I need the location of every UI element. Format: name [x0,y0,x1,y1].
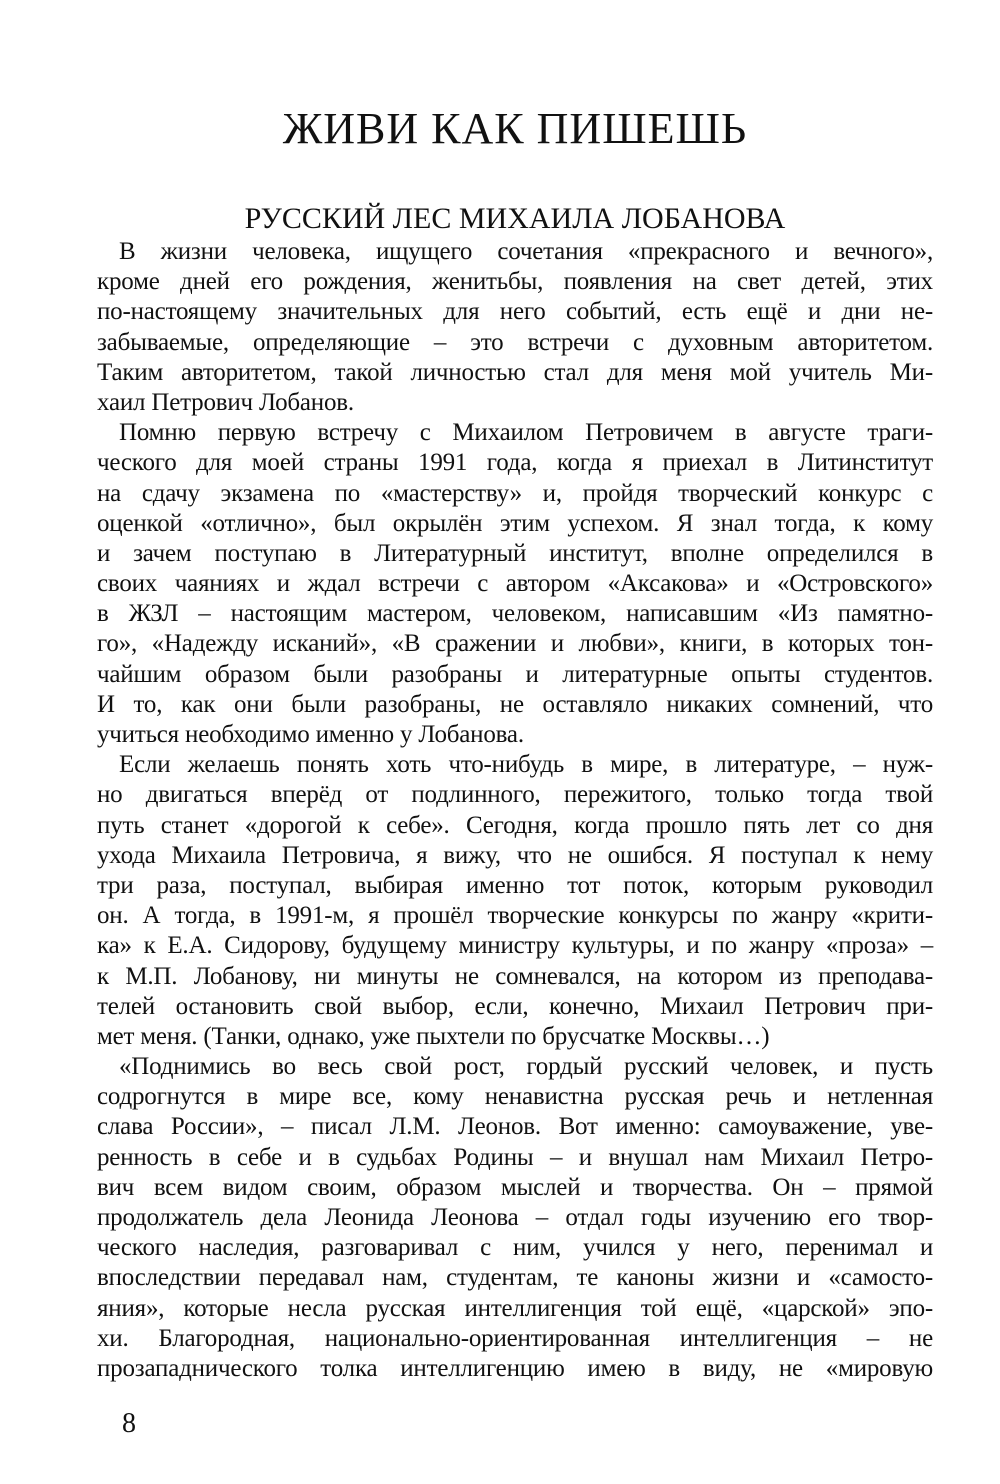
text-line: ухода Михаила Петровича, я вижу, что не ошибся. Я поступал к нему [97,841,933,869]
body-text [97,237,933,1384]
text-line: ческого наследия, разговаривал с ним, учился у него, перенимал и [97,1234,933,1262]
text-line: слава России», – писал Л.М. Леонов. Вот именно: самоуважение, уве- [97,1113,933,1141]
text-line: и зачем поступаю в Литературный институт, вполне определился в [97,539,933,567]
text-line: И то, как они были разобраны, не оставляло никаких сомнений, что [97,690,933,718]
text-line: содрогнутся в мире все, кому ненавистна русская речь и нетленная [97,1083,933,1111]
text-line: прозападнического толка интеллигенцию имею в виду, не «мировую [97,1354,933,1382]
text-line: Помню первую встречу с Михаилом Петровичем в августе траги- [119,419,933,447]
text-line: Если желаешь понять хоть что-нибудь в мире, в литературе, – нуж- [119,751,933,779]
text-line: В жизни человека, ищущего сочетания «прекрасного и вечного», [119,238,933,265]
text-line: ческого для моей страны 1991 года, когда я приехал в Литинститут [97,449,933,477]
text-line: яния», которые несла русская интеллигенция той ещё, «царской» эпо- [97,1294,933,1322]
text-line: он. А тогда, в 1991-м, я прошёл творческие конкурсы по жанру «крити- [97,902,933,930]
text-line: го», «Надежду исканий», «В сражении и любви», книги, в которых тон- [97,630,933,658]
text-line: хаил Петрович Лобанов. [97,388,354,416]
text-line: оценкой «отлично», был окрылён этим успехом. Я знал тогда, к кому [97,509,933,537]
text-line: впоследствии передавал нам, студентам, те каноны жизни и «самосто- [97,1264,933,1292]
text-line: Таким авторитетом, такой личностью стал для меня мой учитель Ми- [97,358,933,386]
text-line: хи. Благородная, национально-ориентированная интеллигенция – не [97,1324,933,1352]
text-line: по-настоящему значительных для него событий, есть ещё и дни не- [97,298,933,326]
text-line: ка» к Е.А. Сидорову, будущему министру культуры, и по жанру «проза» – [97,932,933,960]
text-line: мет меня. (Танки, однако, уже пыхтели по брусчатке Москвы…) [97,1022,770,1050]
text-line: телей остановить свой выбор, если, конечно, Михаил Петрович при- [97,992,933,1020]
text-line: своих чаяниях и ждал встречи с автором «Аксакова» и «Островского» [97,570,933,598]
page-title: ЖИВИ КАК ПИШЕШЬ [282,104,748,154]
text-line: но двигаться вперёд от подлинного, пережитого, только тогда твой [97,781,933,809]
page-number: 8 [122,1408,136,1439]
text-line: кроме дней его рождения, женитьбы, появления на свет детей, этих [97,268,933,296]
text-line: три раза, поступал, выбирая именно тот поток, которым руководил [97,871,933,899]
text-line: забываемые, определяющие – это встречи с духовным авторитетом. [97,328,933,356]
text-line: в ЖЗЛ – настоящим мастером, человеком, написавшим «Из памятно- [97,600,933,628]
text-line: к М.П. Лобанову, ни минуты не сомневался, на котором из преподава- [97,962,933,990]
text-line: ренность в себе и в судьбах Родины – и внушал нам Михаил Петро- [97,1143,933,1171]
text-line: на сдачу экзамена по «мастерству» и, пройдя творческий конкурс с [97,479,933,507]
text-line: продолжатель дела Леонида Леонова – отдал годы изучению его твор- [97,1204,933,1231]
text-line: вич всем видом своим, образом мыслей и творчества. Он – прямой [97,1173,933,1201]
text-line: учиться необходимо именно у Лобанова. [97,721,524,748]
text-line: чайшим образом были разобраны и литературные опыты студентов. [97,660,933,688]
chapter-title: РУССКИЙ ЛЕС МИХАИЛА ЛОБАНОВА [244,201,786,235]
text-line: путь станет «дорогой к себе». Сегодня, когда прошло пять лет со дня [97,811,933,839]
text-line: «Поднимись во весь свой рост, гордый русский человек, и пусть [119,1053,933,1081]
